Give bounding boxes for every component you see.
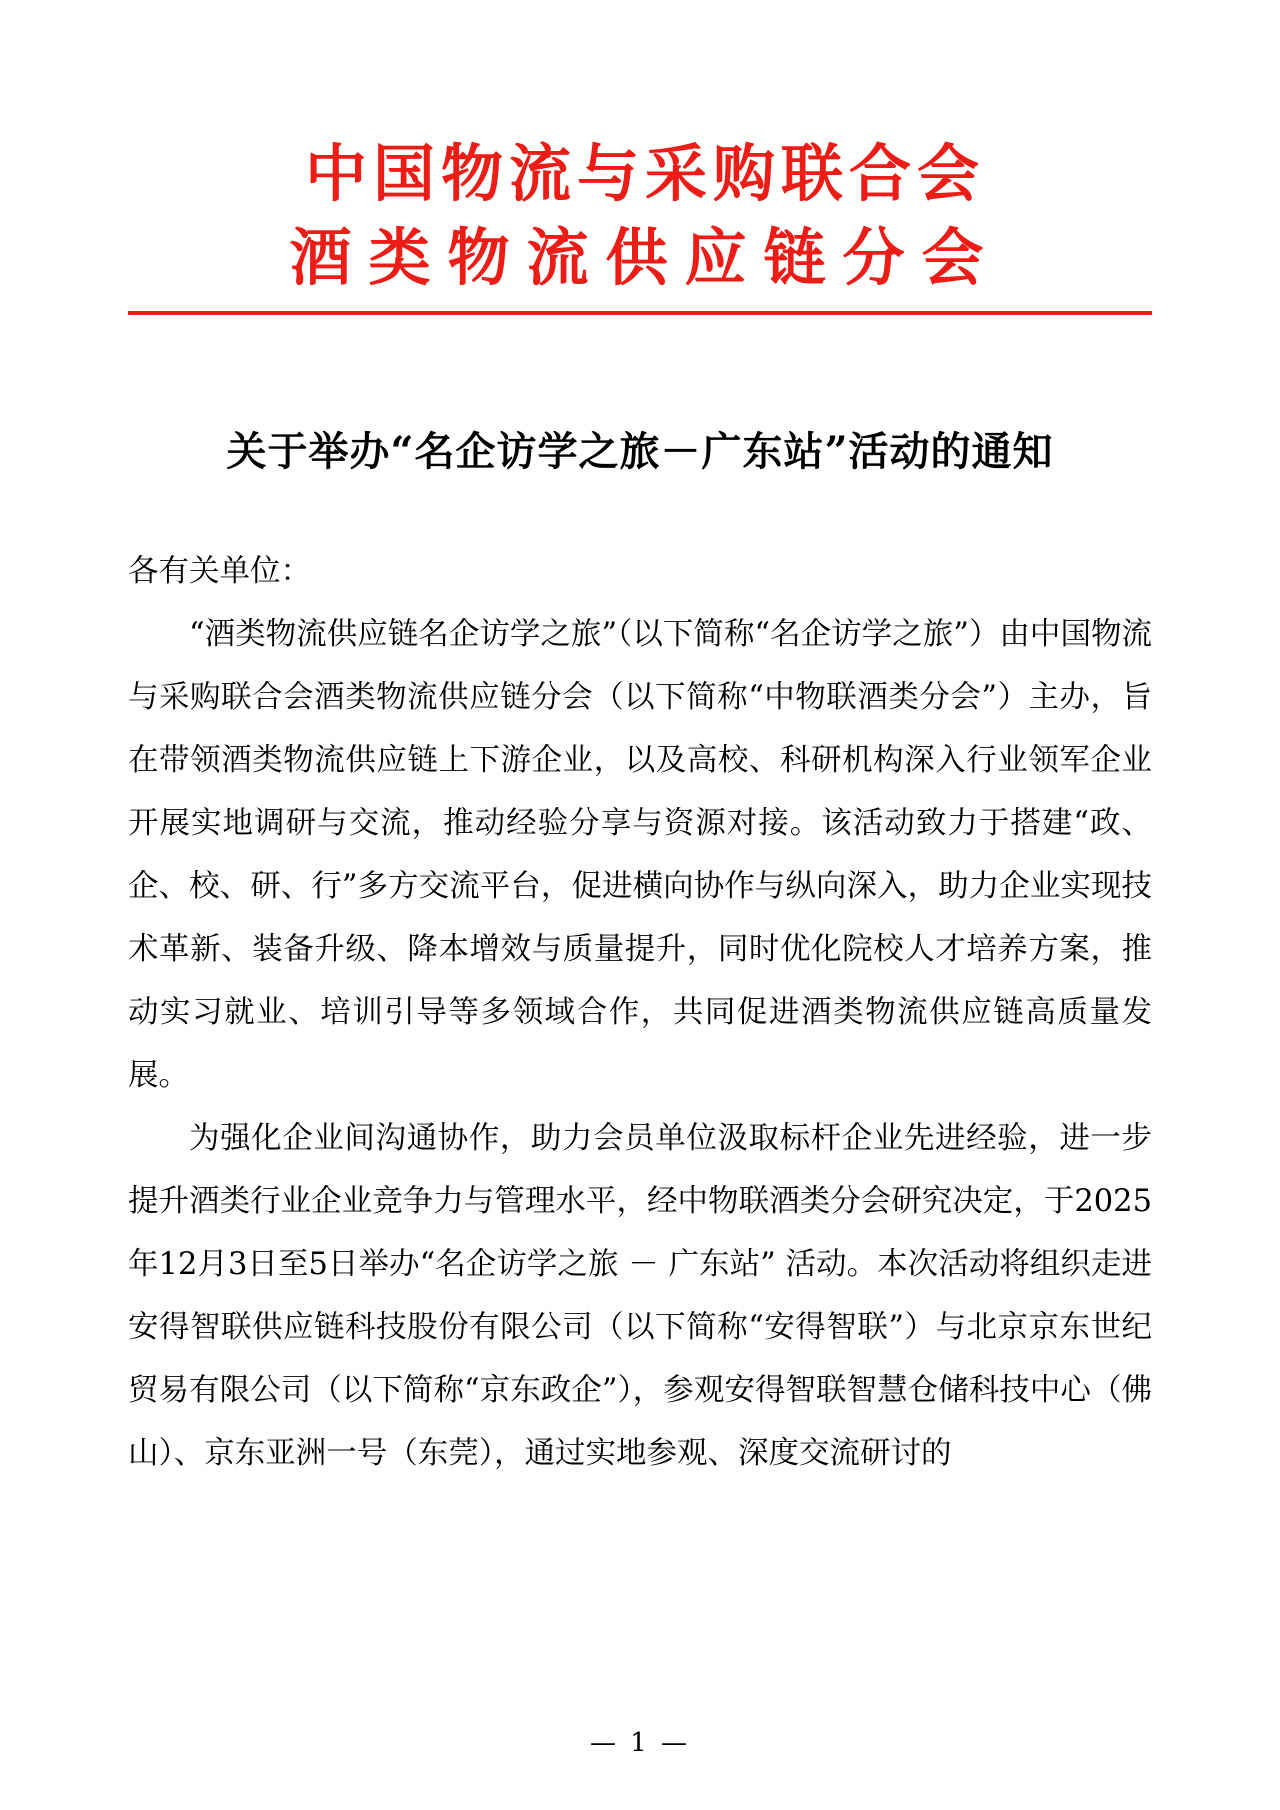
body-paragraph-1: “酒类物流供应链名企访学之旅”（以下简称“名企访学之旅”）由中国物流与采购联合会酒类物流供应链分会（以下简称“中物联酒类分会”）主办，旨在带领酒类物流供应链上下游企业，以及高校、科研机构深入行业领军企业开展实地调研与交流，推动经验分享与资源对接。该活动致力于搭建“政、企、校、研、行”多方交流平台，促进横向协作与纵向深入，助力企业实现技术革新、装备升级、降本增效与质量提升，同时优化院校人才培养方案，推动实习就业、培训引导等多领域合作，共同促进酒类物流供应链高质量发展。 [128, 617, 1152, 1093]
letterhead [0, 132, 1280, 300]
letterhead-line-2: 酒类物流供应链分会 [289, 221, 1001, 294]
document-title: 关于举办“名企访学之旅－广东站”活动的通知 [226, 428, 1054, 475]
letterhead-line-1: 中国物流与采购联合会 [304, 137, 985, 210]
letterhead-red-rule [128, 311, 1152, 315]
body-paragraph-2: 为强化企业间沟通协作，助力会员单位汲取标杆企业先进经验，进一步提升酒类行业企业竞争力与管理水平，经中物联酒类分会研究决定，于2025年12月3日至5日举办“名企访学之旅 － 广东站” 活动。本次活动将组织走进安得智联供应链科技股份有限公司（以下简称“安得智联”）与北京京东世纪贸易有限公司（以下简称“京东政企”），参观安得智联智慧仓储科技中心（佛山）、京东亚洲一号（东莞），通过实地参观、深度交流研讨的 [128, 1121, 1152, 1471]
document-body [128, 540, 1152, 1485]
page-number: — 1 — [589, 1728, 691, 1758]
salutation: 各有关单位： [128, 554, 311, 589]
